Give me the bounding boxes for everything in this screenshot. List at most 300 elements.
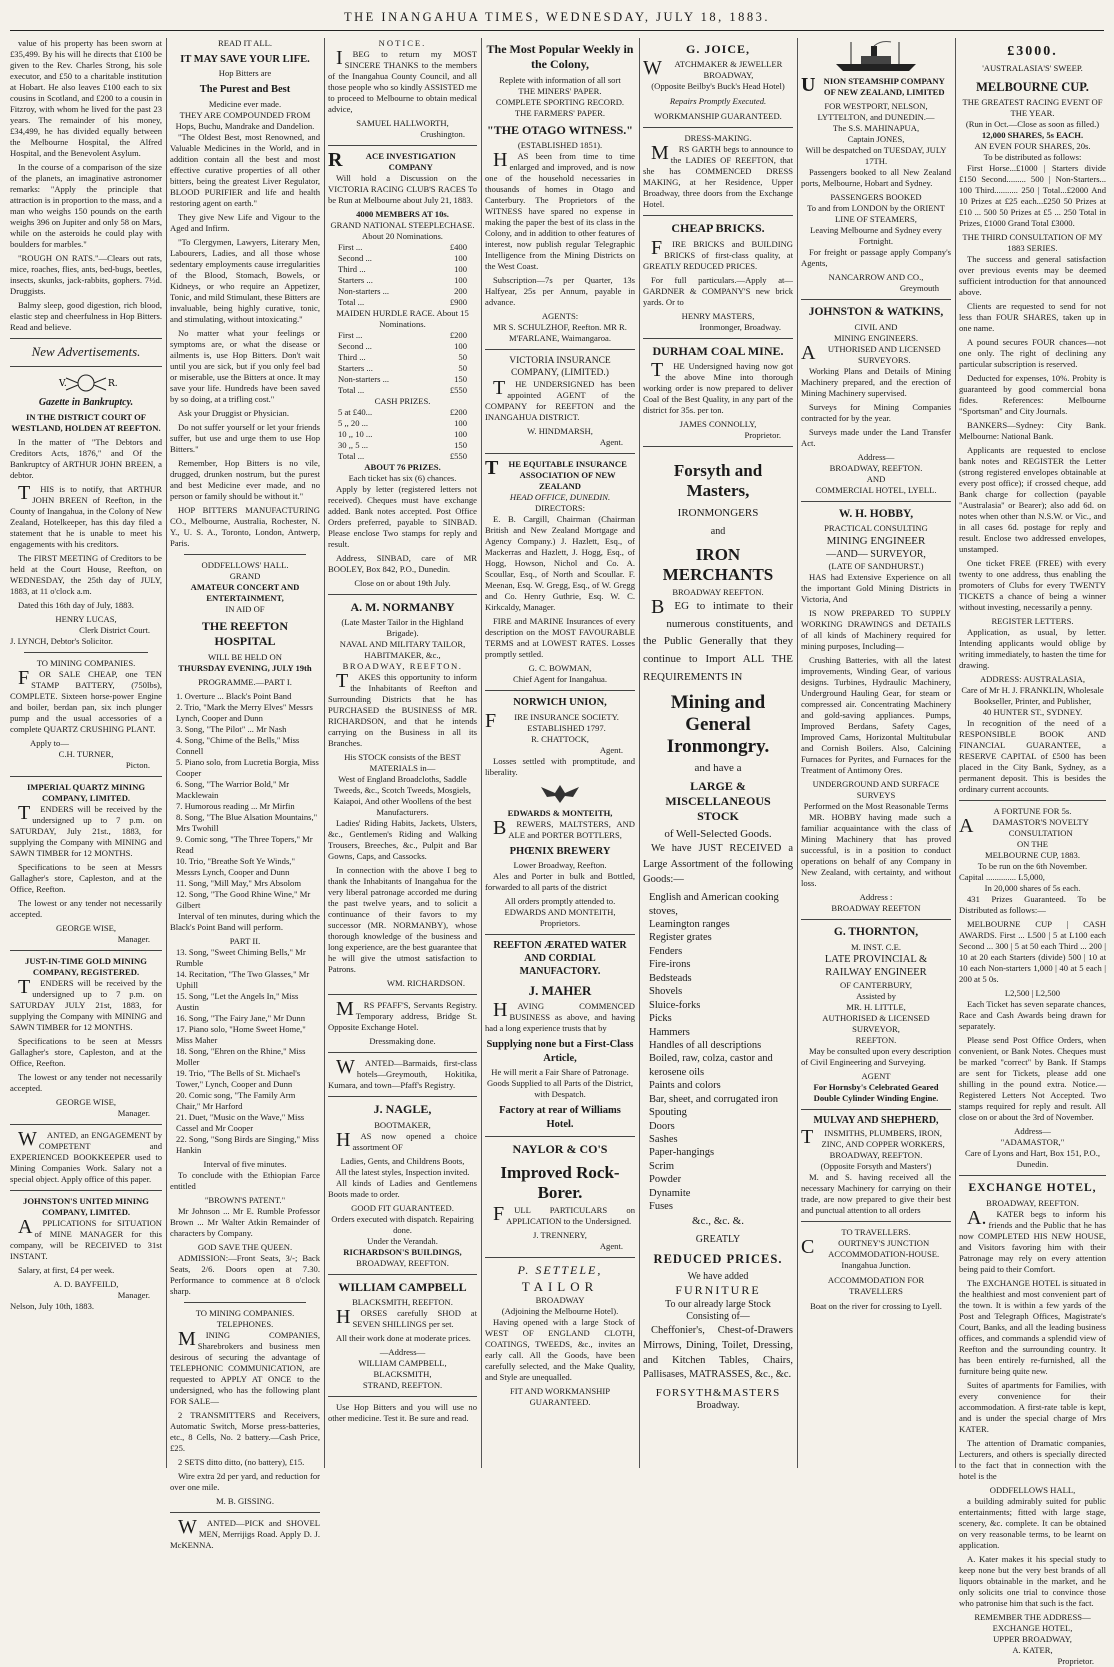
signature-title: Proprietor.	[1057, 1656, 1094, 1667]
ad-line: To be distributed as follows:	[983, 152, 1082, 163]
ad-line: (LATE OF SANDHURST.)	[828, 561, 924, 572]
ad-line: FIRE INSURANCE SOCIETY.	[485, 709, 619, 732]
prize-amount: 100	[454, 275, 467, 285]
ad-line: TINSMITHS, PLUMBERS, IRON, ZINC, AND COPPER WORKERS,	[801, 1125, 945, 1149]
prize-list: First Horse...£1000 | Starters divide £150 Second......... 500 | Non-Starters... 100 Third........... 250 | Total...£2000 And 10 Prizes at £25 each...£250 50 Prizes at £10 ... 500 50 Prizes at £5 ... 250 Total in Prizes, £1000 Grand Total £3000.	[959, 163, 1106, 229]
prize-amount: £200	[449, 330, 467, 340]
goods-item: Dynamite	[649, 1187, 691, 1199]
ad-headline: The Purest and Best	[199, 84, 291, 96]
goods-item: Bedsteads	[649, 972, 692, 984]
ad-text: No matter what your feelings or symptoms are, or what the disease or ailments is, use Hop Bitters. Don't wait until you are sick, but if you only feel bad or miserable, use the Bitters at once. It may save your life. Hundreds have been saved by so doing, at a trifling cost."	[170, 327, 320, 404]
prize-row	[328, 253, 477, 264]
programme-list	[170, 947, 320, 1156]
prize-amount: 100	[454, 418, 467, 428]
business-name: Forsyth and Masters,	[673, 461, 763, 500]
ad-line: MR S. SCHULZHOF, Reefton. MR R. M'FARLANE, Waimangaroa.	[493, 322, 627, 344]
programme-list	[170, 691, 320, 911]
ad-line: BROADWAY	[535, 1295, 585, 1306]
ad-text: Remember, Hop Bitters is no vile, drugged, drunken nostrum, but the purest and best Medicine ever made, and no person or family should be without it."	[170, 457, 320, 501]
goods-item: Bar, sheet, and corrugated iron	[649, 1093, 779, 1105]
ad-heading: NOTICE.	[378, 38, 427, 48]
ad-line: BOOTMAKER,	[374, 1119, 431, 1130]
programme-item: 14. Recitation, "The Two Glasses," Mr Uphill	[176, 968, 310, 990]
ad-line: IN AID OF	[225, 603, 265, 614]
divider	[959, 800, 1106, 801]
prize-row	[328, 374, 477, 385]
interval-text: Interval of five minutes.	[203, 1158, 287, 1169]
ad-line: M. INST. C.E.	[851, 942, 901, 953]
divider	[10, 776, 162, 777]
divider	[485, 453, 635, 454]
ad-line: Capital .............. L5,000,	[959, 872, 1045, 883]
ad-text: "The Oldest Best, most Renowned, and Valuable Medicines in the World, and in addition contain all the best and most effective curative properties of all other bitters, being the greatest Liver Regulator, BLOOD PURIFIER and life and health restoring agent on earth."	[170, 131, 320, 208]
prize-amount: £900	[449, 297, 467, 307]
prize-amount: £550	[449, 451, 467, 461]
ad-line: 12,000 SHARES, 5s EACH.	[981, 130, 1084, 141]
ad-line: Address—	[1014, 1126, 1051, 1137]
ad-line: Inangahua Junction.	[841, 1259, 911, 1270]
ad-line: OF CANTERBURY,	[840, 979, 912, 990]
programme-heading: PART II.	[229, 935, 261, 946]
product-name: Improved Rock-Borer.	[500, 1163, 620, 1202]
business-name: WILLIAM CAMPBELL	[338, 1279, 467, 1294]
ad-text: M. and S. having received all the necessary Machinery for carrying on their trade, are now prepared to give their best and punctual attention to all orders	[801, 1171, 951, 1215]
prize-table	[328, 242, 477, 308]
ad-line: ADAMASTOR'S NOVELTY CONSULTATION	[959, 815, 1089, 839]
ad-text: Applicants are requested to enclose bank notes and REGISTER the Letter (strong registered envelopes obtainable at every post office); if crossed cheque, add Bank charge for collection (payable "Australasia" or Bearer); also add 6d. on notes when other than N.S.W. or Vic., and in all cases 6d. postage for reply and result. Enclose two addressed envelopes, unstamped.	[959, 445, 1106, 555]
prize-label: Starters ...	[338, 363, 373, 373]
ship-name: The S.S. MAHINAPUA,	[832, 123, 920, 133]
ad-text: Crushing Batteries, with all the latest improvements, Winding Gear, of various designs. Turbines, Hydraulic Machinery, Underground Hauling Gear, for steam or compressed air. Concentrating Machinery and gold-saving appliances. Pumps, Improved Berdans, Safety Cages, Improved Cams, Horizontal Multitubular and Cornish Boilers. Also, Calcining Furnaces for Pyrites, and Furnaces for the Treatment of Antimony Ores.	[801, 655, 951, 776]
divider	[328, 1096, 477, 1097]
programme-item: 2. Trio, "Mark the Merry Elves" Messrs Lynch, Cooper and Dunn	[176, 701, 313, 723]
court-heading: IN THE DISTRICT COURT OF WESTLAND, HOLDEN AT REEFTON.	[11, 412, 161, 434]
goods-item: Scrim	[649, 1160, 675, 1172]
ad-line: WILL BE HELD ON	[208, 651, 282, 662]
signature-place: Broadway.	[696, 1400, 740, 1412]
divider	[170, 1512, 320, 1513]
ad-line: DIRECTORS:	[535, 503, 585, 514]
ad-line: 'AUSTRALASIA'S' SWEEP.	[982, 63, 1083, 74]
ad-headline: The Most Popular Weekly in the Colony,	[486, 42, 634, 72]
ad-text: MR. HOBBY having made such a familiar acquaintance with the class of Mining Machinery that has proved successful, is in a position to conduct operations on behalf of any Company in New Zealand, with certainty, and without loss.	[801, 812, 951, 889]
ad-line: Will be despatched on TUESDAY, JULY 17TH.	[805, 145, 947, 166]
ad-line: HEAD OFFICE, DUNEDIN.	[509, 492, 611, 503]
wire-text: Wire extra 2d per yard, and reduction for over one mile.	[170, 1470, 320, 1492]
notice-text: IBEG to return my MOST SINCERE THANKS to the members of the Inangahua County Council, and all those people who so kindly ASSISTED me to proceed to Melbourne to obtain medical advice,	[328, 47, 477, 114]
signature-name: EDWARDS AND MONTEITH,	[504, 907, 616, 918]
ad-line: COMPLETE SPORTING RECORD.	[495, 96, 625, 107]
ad-line: —AND— SURVEYOR,	[826, 548, 926, 560]
business-name: A. M. NORMANBY	[350, 600, 455, 614]
ad-line: AN EVEN FOUR SHARES, 20s.	[974, 141, 1091, 152]
column-divider	[639, 38, 640, 1468]
ad-line: COMMERCIAL HOTEL, LYELL.	[815, 484, 937, 495]
ad-line: MELBOURNE CUP, 1883.	[984, 850, 1081, 861]
signature-title: Agent.	[599, 744, 623, 755]
ad-line: UPPER BROADWAY,	[993, 1634, 1072, 1645]
ad-line: —Address—	[379, 1347, 426, 1358]
ad-kicker: READ IT ALL.	[217, 38, 273, 48]
ad-headline: £3000.	[1007, 44, 1058, 59]
race-heading: CASH PRIZES.	[374, 396, 431, 406]
divider	[801, 919, 951, 920]
race-heading: GRAND NATIONAL STEEPLECHASE. About 20 Nominations.	[330, 220, 475, 241]
prize-row	[328, 363, 477, 374]
divider	[328, 594, 477, 595]
apply-line: Apply to—	[30, 738, 69, 749]
dated-line: Dated this 16th day of July, 1883.	[18, 600, 134, 611]
ad-line: PASSENGERS BOOKED	[830, 192, 922, 202]
ad-line: &c., &c. &.	[692, 1214, 744, 1227]
ad-text: For full particulars.—Apply at—GARDNER & COMPANY'S new brick yards. Or to	[643, 274, 793, 307]
ad-line: All the latest styles, Inspection invited.	[335, 1166, 470, 1177]
goods-item: Fenders	[649, 945, 683, 957]
goods-item: Picks	[649, 1013, 672, 1025]
cast-text: Mr Johnson ... Mr E. Rumble Professor Brown ... Mr Walter Atkin Remainder of characters by Company.	[170, 1205, 320, 1238]
business-name: G. JOICE,	[685, 42, 750, 56]
ad-text: HAVING COMMENCED BUSINESS as above, and having had a long experience trusts that by	[485, 999, 635, 1034]
ad-line: "ADAMASTOR,"	[1000, 1137, 1065, 1148]
goods-item: Fire-irons	[649, 959, 691, 971]
programme-item: 8. Song, "The Blue Alsation Mountains," Mrs Twohill	[176, 811, 318, 833]
ad-text: All their work done at moderate prices.	[336, 1333, 471, 1344]
company-heading: VICTORIA INSURANCE COMPANY, (LIMITED.)	[509, 356, 611, 379]
column-1	[10, 38, 162, 1468]
lowest-tender-text: The lowest or any tender not necessarily accepted.	[10, 898, 162, 920]
prize-label: Second ...	[338, 341, 372, 351]
prize-amount: 100	[454, 341, 467, 351]
ad-text: 431 Prizes Guaranteed. To be Distributed as follows:—	[959, 894, 1106, 916]
business-name: J. MAHER	[528, 982, 592, 998]
ad-line: and have a	[694, 761, 742, 774]
ad-line: AGENTS:	[541, 311, 579, 322]
divider	[643, 338, 793, 339]
ad-headline: IRON MERCHANTS	[662, 545, 774, 584]
signature-name: WM. RICHARDSON.	[386, 978, 465, 989]
ad-headline: LARGE & MISCELLANEOUS STOCK	[665, 778, 771, 824]
ad-line: For Hornsby's Celebrated Geared Double Cylinder Winding Engine.	[813, 1081, 939, 1103]
applications-text: APPLICATIONS for SITUATION of MINE MANAGER for this company, will be RECEIVED to 31st INSTANT.	[10, 1216, 162, 1262]
signature-name: JAMES CONNOLLY,	[679, 419, 757, 430]
ad-text: BREWERS, MALTSTERS, AND ALE and PORTER BOTTLERS,	[493, 816, 635, 840]
registry-text: MRS PFAFF'S, Servants Registry. Temporary address, Bridge St. Opposite Exchange Hotel.	[328, 998, 477, 1033]
business-name: JOHNSTON & WATKINS,	[808, 306, 944, 318]
gazette-heading: Gazette in Bankruptcy.	[38, 396, 134, 408]
solicitor-line: J. LYNCH, Debtor's Solicitor.	[10, 636, 113, 647]
ad-line: STRAND, REEFTON.	[362, 1380, 443, 1391]
prize-amount: 100	[454, 253, 467, 263]
ad-line: In 20,000 shares of 5s each.	[984, 883, 1081, 894]
eagle-icon	[485, 781, 635, 808]
ad-text: One ticket FREE (FREE) with every twenty to one address, thus enabling the promoters of Clubs for every TWENTY TICKETS a chance of being a winner without investing, necessarily a penny.	[959, 558, 1106, 613]
address-text: Address, SINBAD, care of MR BOOLEY, Box 842, P.O., Dunedin.	[328, 553, 477, 574]
concert-date: THURSDAY EVENING, JULY 19th	[178, 662, 312, 673]
ad-line: BROADWAY, REEFTON.	[829, 1149, 923, 1160]
signature-name: NANCARROW AND CO.,	[828, 272, 924, 282]
wanted-ad: WANTED—PICK and SHOVEL MEN, Merrijigs Road. Apply D. J. McKENNA.	[170, 1515, 320, 1550]
ad-line: To and from LONDON by the ORIENT LINE OF STEAMERS,	[807, 203, 945, 224]
ad-line: Ladies, Gents, and Childrens Boots,	[340, 1155, 465, 1166]
ad-text: HAS had Extensive Experience on all the important Gold Mining Districts in Victoria, And	[801, 572, 951, 605]
ad-heading: TO TRAVELLERS.	[841, 1226, 911, 1237]
prize-label: First ...	[338, 242, 363, 252]
goods-list	[643, 891, 793, 1214]
ad-text: TAKES this opportunity to inform the Inhabitants of Reefton and Surrounding Districts that he has PURCHASED the BUSINESS of MR. RICHARDSON, and that he intends carrying on the Business in all its Branches.	[328, 670, 477, 749]
ad-line: GRAND	[229, 570, 261, 581]
ad-line: Boat on the river for crossing to Lyell.	[810, 1300, 942, 1311]
awards-table: MELBOURNE CUP | CASH AWARDS. First ... L500 | 5 at L100 each Second ... 300 | 5 at 50 each Third ... 200 | 10 at 20 each Starters (divide) 500 | 10 at 10 each Non-starters 1,000 | 40 at 5 each | 200 at 5 0s.	[959, 919, 1106, 985]
signature-title: Chief Agent for Inangahua.	[512, 674, 608, 685]
goods-item: Leamington ranges	[649, 919, 730, 930]
business-name: P. SETTELE,	[517, 1263, 603, 1278]
goods-item: Handles of all descriptions	[649, 1039, 762, 1051]
article-text: value of his property has been sworn at £35,499. By his will he directs that £100 be given to the Rev. Charles Strong, his sole executor, and £50 to a charitable institution at Hobart. He also leaves £100 each to six cousins in Scotland, and £200 to a cousin in Fitzroy, with whom he lived for the past 23 years. The remainder of his money, £34,499, he has divided equally between the Melbourne Hospital, the Alfred Hospital, and the Benevolent Asylum.	[10, 38, 162, 158]
divider	[10, 366, 162, 367]
wanted-ad: WANTED, an ENGAGEMENT by COMPETENT and EXPERIENCED BOOKKEEPER used to Mining Companies Work. Salary not a special object. Apply office of this paper.	[10, 1128, 162, 1185]
ad-line: Hop Bitters are	[218, 68, 272, 79]
goods-item: Fuses	[649, 1201, 673, 1213]
prize-amount: 200	[454, 286, 467, 296]
ad-line: BROADWAY, REEFTON.	[356, 1257, 449, 1268]
programme-item: 22. Song, "Song Birds are Singing," Miss Hankin	[176, 1133, 319, 1155]
prize-row	[328, 264, 477, 275]
prize-row	[328, 297, 477, 308]
ad-line: West of England Broadcloths, Saddle Tweeds, &c., Scotch Tweeds, Mosgiels, Kaiapoi, And other Woollens of the best Manufacturers.	[333, 774, 472, 818]
ad-line: UNDERGROUND AND SURFACE SURVEYS	[812, 779, 940, 801]
telephone-item: 2 SETS ditto ditto, (no battery), £15.	[178, 1456, 305, 1467]
ad-line: ON THE	[1016, 839, 1049, 850]
masthead: THE INANGAHUA TIMES, WEDNESDAY, JULY 18, 1883.	[343, 10, 771, 24]
ad-line: FIT AND WORKMANSHIP GUARANTEED.	[510, 1386, 610, 1408]
prize-label: 5 ,, 20 ...	[338, 418, 369, 428]
ad-line: CIVIL AND	[854, 321, 898, 332]
ad-line: Care of Lyons and Hart, Box 151, P.O., Dunedin.	[964, 1148, 1101, 1170]
signature-place: Picton.	[125, 760, 150, 771]
ad-heading: TELEPHONES.	[216, 1318, 274, 1329]
signature-title: Manager.	[117, 1108, 150, 1119]
column-divider	[955, 38, 956, 1468]
divider	[485, 1136, 635, 1137]
ad-text: A.KATER begs to inform his friends and the Public that he has now COMPLETED HIS NEW HOUSE, and Visitors favoring him with their Patronage may rely on every attention being paid to their Comfort.	[959, 1207, 1106, 1275]
divider	[959, 1175, 1106, 1176]
ad-text: The EXCHANGE HOTEL is situated in the healthiest and most convenient part of the town. It is within a few yards of the Post and Telegraph Offices, Magistrate's Court, Banks, and all the leading business offices, and commands a splendid view of Reefton and the surrounding country. It has been entirely re-furnished, all the furniture being quite new.	[959, 1278, 1106, 1377]
hall-heading: ODDFELLOWS' HALL.	[201, 559, 289, 570]
programme-item: 10. Trio, "Breathe Soft Ye Winds," Messrs Lynch, Cooper and Dunn	[176, 855, 295, 877]
ad-text: Suites of apartments for Families, with every convenience for their accommodation. A first-rate table is kept, and is under the special charge of Mrs KATER.	[959, 1380, 1106, 1435]
column-divider	[481, 38, 482, 1468]
programme-item: 13. Song, "Sweet Chiming Bells," Mr Rumble	[176, 946, 306, 968]
prize-amount: 50	[458, 352, 467, 362]
ad-text: Having opened with a large Stock of WEST OF ENGLAND CLOTH, COATINGS, TWEEDS, &c., invites an early call. All the Goods, have been carefully selected, and the Make Quality, and Style are unequalled.	[485, 1317, 635, 1383]
ad-line: Medicine ever made.	[208, 98, 282, 109]
divider	[328, 1274, 477, 1275]
prize-amount: £400	[449, 242, 467, 252]
ad-line: Dressmaking done.	[369, 1036, 436, 1047]
race-text: Will hold a Discussion on the VICTORIA RACING CLUB'S RACES To be Run at Melbourne about July 21, 1883.	[328, 173, 477, 205]
column-6	[801, 38, 951, 1468]
ad-line: THEY ARE COMPOUNDED FROM	[179, 109, 311, 120]
signature-name: FORSYTH&MASTERS	[655, 1387, 781, 1399]
ad-text: IS NOW PREPARED TO SUPPLY WORKING DRAWINGS and DETAILS of all kinds of Machinery required for mining purposes, Including—	[801, 608, 951, 652]
ad-line: RICHARDSON'S BUILDINGS,	[343, 1246, 462, 1257]
directors-list: E. B. Cargill, Chairman (Chairman British and New Zealand Mortgage and Agency Company.) J. Hazlett, Esq., of Mackerras and Hazlett, J. Hogg, Esq., of Hogg, Howson, Nichol and Co. A. Scoullar, Esq., of North and Scoullar. F. Meenan, Esq. W. Gregg, Esq., of W. Gregg and Co. Henry Guthrie, Esq. W. C. Kirkcaldy, Manager.	[485, 514, 635, 613]
signature-title: Manager.	[117, 1290, 150, 1301]
ad-text: A pound secures FOUR chances—not one only. The right of declining any particular subscription is reserved.	[959, 337, 1106, 370]
business-name: MULVAY AND SHEPHERD,	[813, 1114, 939, 1126]
trade-name: TAILOR	[521, 1278, 599, 1294]
prize-label: First ...	[338, 330, 363, 340]
programme-heading: PROGRAMME.—PART I.	[198, 676, 292, 687]
programme-item: 6. Song, "The Warrior Bold," Mr Macklewain	[176, 778, 290, 800]
divider	[485, 934, 635, 935]
goods-item: Boiled, raw, colza, castor and kerosene oils	[649, 1053, 773, 1078]
members-line: 4000 MEMBERS AT 10s.	[356, 209, 449, 219]
telephone-text: MINING COMPANIES, Sharebrokers and business men desirous of securing the advantage of TELEPHONIC COMMUNICATION, are requested to APPLY AT ONCE to the undersigned, who has the following plant FOR SALE—	[170, 1327, 320, 1406]
prize-amount: £550	[449, 385, 467, 395]
divider	[184, 554, 306, 555]
ad-text: The success and general satisfaction over previous events may be deemed sufficient introduction for that announced above.	[959, 254, 1106, 298]
ad-line: WORKMANSHIP GUARANTEED.	[654, 111, 782, 122]
goods-item: Paper-hangings	[649, 1147, 715, 1159]
ad-text: May be consulted upon every description of Civil Engineering and Surveying.	[801, 1045, 951, 1067]
ad-text: HORSES carefully SHOD at SEVEN SHILLINGS per set.	[336, 1306, 477, 1330]
signature-name: W. HINDMARSH,	[527, 426, 593, 437]
article-text: Balmy sleep, good digestion, rich blood, elastic step and cheerfulness in Hop Bitters. Read and believe.	[10, 300, 162, 332]
ad-line: AUTHORISED & LICENSED SURVEYOR,	[822, 1012, 930, 1034]
race-heading: MAIDEN HURDLE RACE. About 15 Nominations.	[336, 308, 469, 329]
ad-line: (Adjoining the Melbourne Hotel).	[501, 1306, 619, 1317]
prize-label: Total ...	[338, 385, 365, 395]
ad-headline: Factory at rear of Williams Hotel.	[499, 1105, 621, 1130]
ad-text: a building admirably suited for public entertainments; fitted with large stage, scenery, &c. complete. It can be obtained on very reasonable terms, to be learnt on application.	[959, 1496, 1106, 1551]
signature-title: Agent.	[599, 437, 623, 448]
programme-item: 21. Duet, "Music on the Wave," Miss Cassel and Mr Cooper	[176, 1111, 305, 1133]
ad-text: HAS now opened a choice assortment OF	[336, 1128, 477, 1152]
ad-line: BROADWAY REEFTON.	[672, 587, 764, 598]
prize-row	[328, 352, 477, 363]
signature-place: Greymouth	[899, 283, 939, 293]
programme-item: 11. Song, "Mill May," Mrs Absolom	[176, 877, 302, 888]
ad-line: Goods Supplied to all Parts of the District, with Despatch.	[486, 1078, 634, 1100]
ad-line: To our already large Stock Consisting of—	[665, 1298, 771, 1323]
article-text: In the course of a comparison of the size of the planets, an imaginative astronomer remarks: "Apply the principle that attraction is in proportion to the mass, and a man who weighs 150 pounds on the earth weighs 396 on Jupiter and only 58 on Mars, while on the asteroids he could play with boulders for marbles."	[10, 162, 162, 249]
ad-text: Cheffonier's, Chest-of-Drawers Mirrows, Dining, Toilet, Dressing, and Kitchen Tables, Chairs, Pallisases, MATRASSES, &c., &c.	[643, 1325, 793, 1381]
prize-row	[328, 242, 477, 253]
steamship-icon	[831, 40, 921, 74]
ad-text: Ask your Druggist or Physician.	[178, 407, 289, 418]
company-heading: IMPERIAL QUARTZ MINING COMPANY, LIMITED.	[26, 782, 146, 804]
programme-item: 12. Song, "The Good Rhine Wine," Mr Gilbert	[176, 888, 311, 910]
ad-text: They give New Life and Vigour to the Aged and Infirm.	[170, 211, 320, 233]
programme-item: 16. Song, "The Fairy Jane," Mr Dunn	[176, 1012, 305, 1023]
ad-line: BLACKSMITH, REEFTON.	[352, 1297, 453, 1308]
tender-text: TENDERS will be received by the undersigned up to 7 p.m. on SATURDAY JULY 21st, 1883, for supplying the Company with MINING and SAWN TIMBER for 12 MONTHS.	[10, 976, 162, 1033]
signature-title: Clerk District Court.	[79, 625, 150, 636]
goods-item: Doors	[649, 1120, 675, 1132]
programme-item: 5. Piano solo, from Lucretia Borgia, Miss Cooper	[176, 756, 319, 778]
ad-line: THE GREATEST RACING EVENT OF THE YEAR.	[962, 97, 1103, 119]
programme-item: 17. Piano solo, "Home Sweet Home," Miss Maher	[176, 1023, 306, 1045]
ad-line: THE THIRD CONSULTATION OF MY 1883 SERIES.	[962, 232, 1103, 254]
ad-headline: CHEAP BRICKS.	[671, 221, 765, 236]
divider	[801, 501, 951, 502]
programme-item: 15. Song, "Let the Angels In," Miss Austin	[176, 990, 299, 1012]
ad-line: Lower Broadway, Reefton.	[513, 860, 607, 871]
ad-line: ADDRESS: AUSTRALASIA,	[979, 674, 1086, 685]
svg-text:V.: V.	[59, 378, 67, 389]
company-heading: JUST-IN-TIME GOLD MINING COMPANY, REGISTERED.	[25, 956, 147, 978]
concert-heading: AMATEUR CONCERT AND ENTERTAINMENT,	[190, 581, 300, 603]
signature-title: Manager.	[117, 934, 150, 945]
prize-label: 5 at £40...	[338, 407, 373, 417]
paper-title: "THE OTAGO WITNESS."	[487, 122, 633, 137]
signature-title: Ironmonger, Broadway.	[699, 321, 781, 332]
prize-label: 10 ,, 10 ...	[338, 429, 373, 439]
prize-row	[328, 440, 477, 451]
ad-text: THE Undersigned having now got the above Mine into thorough working order is now prepared to deliver Coal of the Best Quality, in any part of the district for 35s. per ton.	[643, 359, 793, 416]
farce-title: "BROWN'S PATENT."	[204, 1194, 286, 1205]
ad-line: ACCOMMODATION FOR TRAVELLERS	[827, 1274, 925, 1296]
ad-line: of Well-Selected Goods.	[664, 827, 772, 840]
signature-title: Proprietor.	[744, 430, 781, 441]
ad-line: WILLIAM CAMPBELL,	[358, 1358, 447, 1369]
ad-line: BROADWAY, REEFTON.	[342, 661, 463, 672]
ad-text: BEG to intimate to their numerous constituents, and the Public Generally that they continue to Import ALL THE REQUIREMENTS IN	[643, 596, 793, 683]
ad-line: Address—	[857, 451, 895, 462]
signature-name: A. KATER,	[1012, 1645, 1053, 1656]
divider	[328, 1396, 477, 1397]
prize-amount: 150	[454, 440, 467, 450]
prize-amount: 100	[454, 264, 467, 274]
ad-text: For freight or passage apply Company's Agents,	[801, 247, 951, 268]
prize-label: Non-starters ...	[338, 286, 390, 296]
ad-text: MRS GARTH begs to announce to the LADIES OF REEFTON, that she has COMMENCED DRESS MAKING, at her Residence, Upper Broadway, three doors from the Exchange Hotel.	[643, 142, 793, 210]
ad-line: GREATLY	[695, 1233, 741, 1245]
dated-line: Nelson, July 10th, 1883.	[10, 1301, 95, 1312]
ad-line: AUTHORISED AND LICENSED SURVEYORS.	[801, 341, 941, 365]
ad-headline: DURHAM COAL MINE.	[652, 343, 784, 358]
ad-text: Working Plans and Details of Mining Machinery prepared, and the erection of Mining Machinery supervised.	[801, 365, 951, 398]
ad-line: Replete with information of all sort	[499, 74, 621, 85]
ad-line: IRONMONGERS	[677, 507, 759, 520]
column-divider	[797, 38, 798, 1468]
programme-item: 18. Song, "Ehren on the Rhine," Miss Moller	[176, 1045, 306, 1067]
ad-line: ESTABLISHED 1797.	[527, 722, 606, 733]
ad-text: Use Hop Bitters and you will use no other medicine. Test it. Be sure and read.	[328, 1402, 477, 1424]
signature-name: GEORGE WISE,	[56, 923, 116, 934]
goods-item: Spouting	[649, 1107, 687, 1119]
hospital-heading: THE REEFTON HOSPITAL	[201, 618, 289, 649]
ad-line: WATCHMAKER & JEWELLER	[643, 57, 783, 80]
ad-line: MINING ENGINEER	[826, 535, 926, 548]
ad-line: MINING ENGINEERS.	[833, 332, 919, 343]
ad-text: HAS been from time to time enlarged and improved, and is now one of the household necessaries in thousands of homes in Otago and Canterbury. The Proprietors of the WITNESS have spared no expense in making the paper the best of its class in the Colony, and in addition to other features of interest, now publish regular Telegraphic Intelligence from the Mining Districts on the West Coast.	[485, 149, 635, 272]
prize-label: Starters ...	[338, 275, 373, 285]
goods-item: Sashes	[649, 1134, 678, 1145]
divider	[801, 1109, 951, 1110]
column-divider	[324, 38, 325, 1468]
signature-name: SAMUEL HALLWORTH,	[356, 118, 449, 128]
divider	[10, 1190, 162, 1191]
wanted-ad: WANTED—Barmaids, first-class hotels—Greymouth, Hokitika, Kumara, and town—Pfaff's Registry.	[328, 1056, 477, 1091]
prize-amount: 100	[454, 429, 467, 439]
business-name: G. THORNTON,	[833, 926, 919, 939]
close-line: Close on or about 19th July.	[354, 578, 451, 588]
divider	[10, 1124, 162, 1125]
ad-line: His STOCK consists of the BEST MATERIALS in—	[344, 752, 461, 774]
prize-row	[328, 418, 477, 429]
